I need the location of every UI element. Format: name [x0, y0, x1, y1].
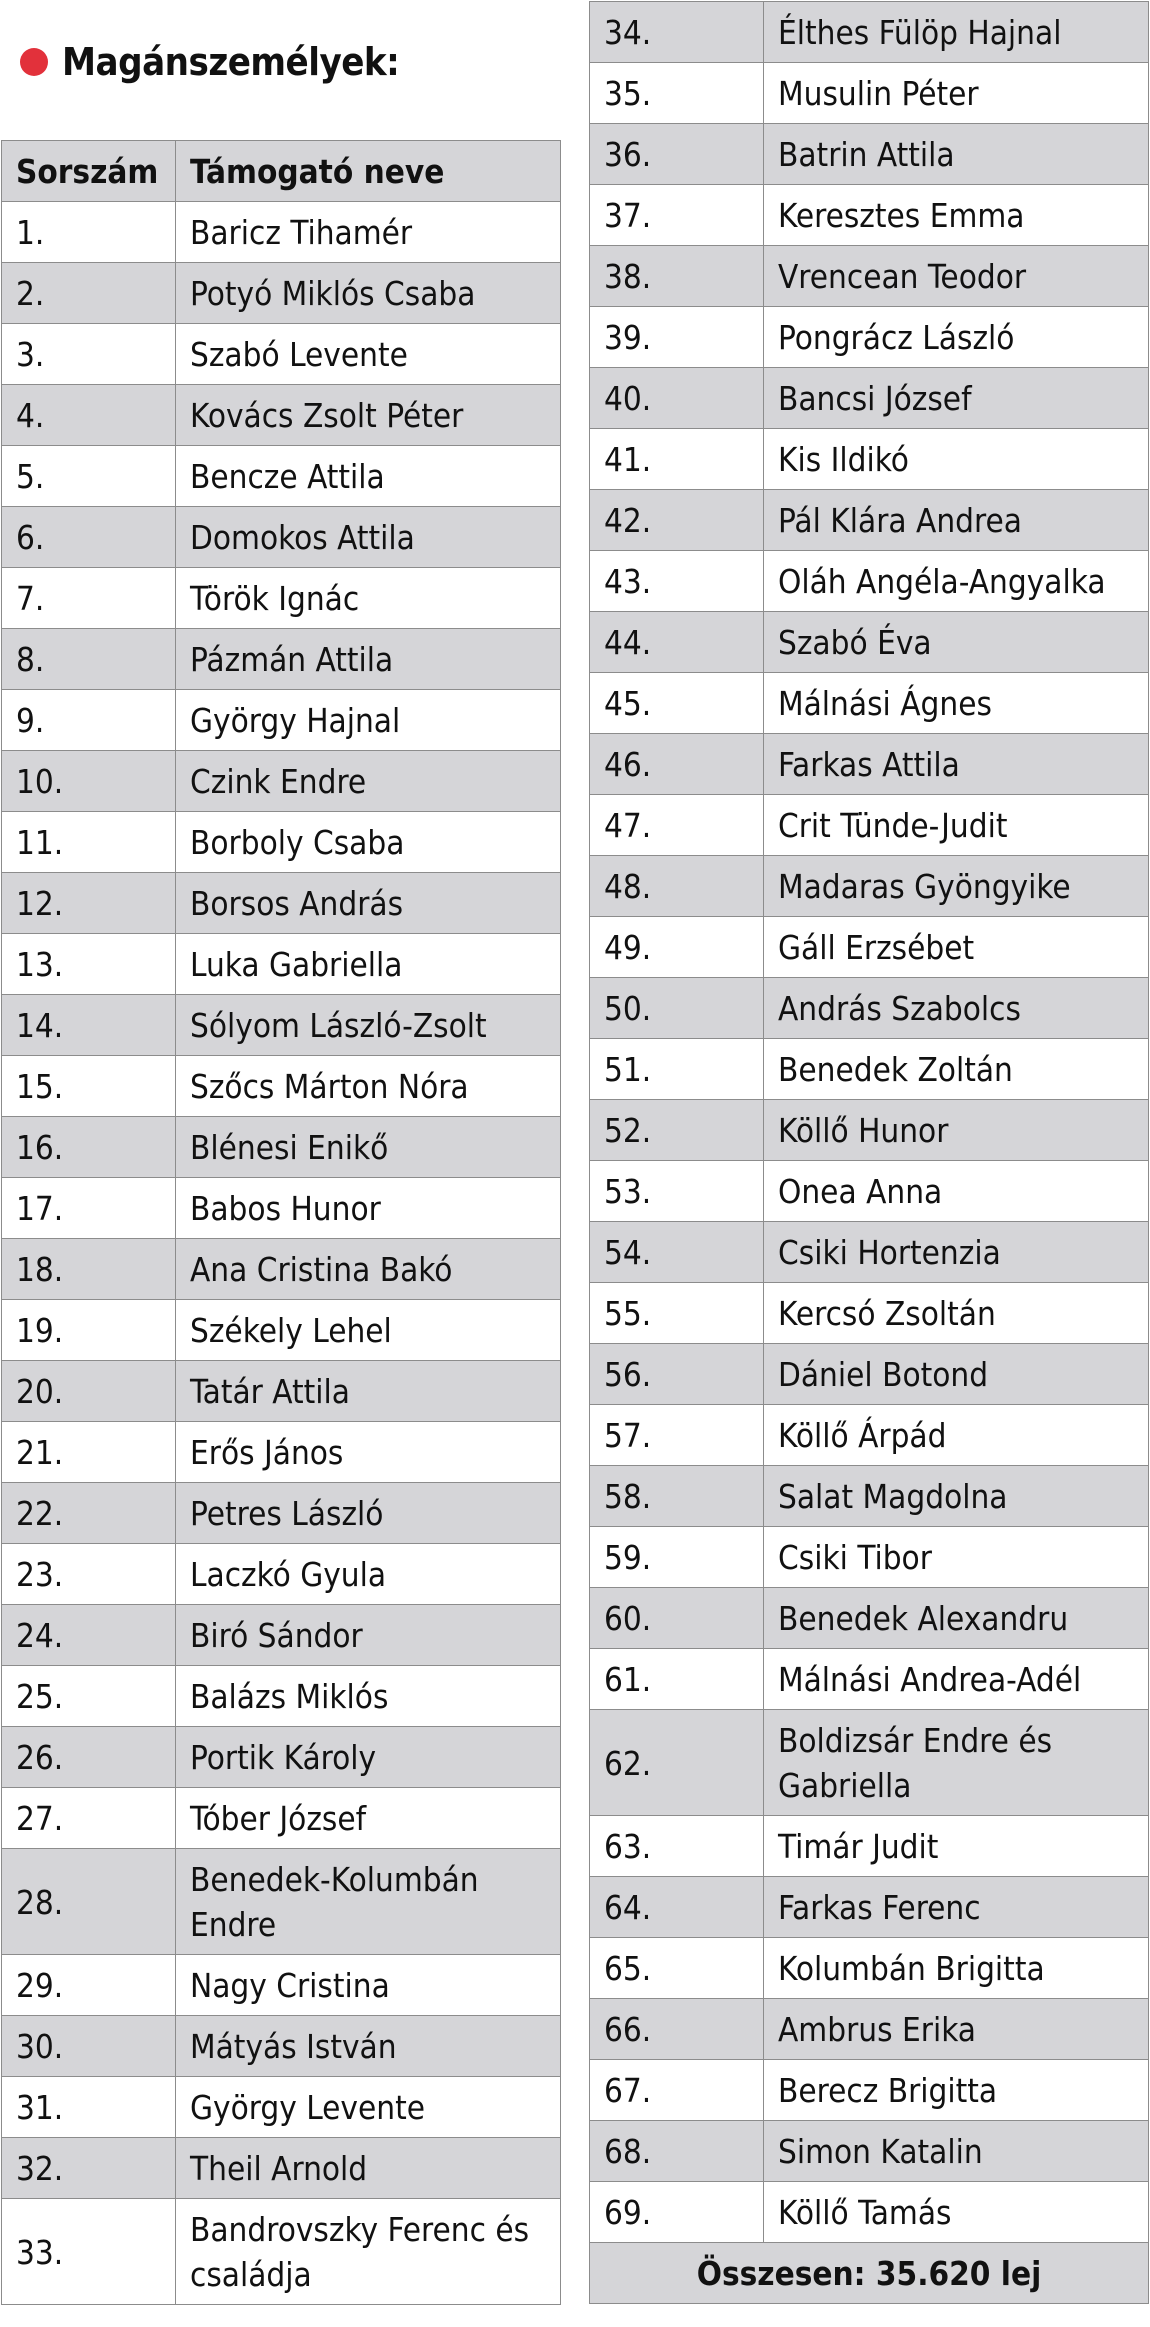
row-number: 31.	[2, 2077, 176, 2138]
supporter-name: Málnási Andrea-Adél	[764, 1649, 1149, 1710]
row-number: 36.	[590, 124, 764, 185]
supporter-name: Pál Klára Andrea	[764, 490, 1149, 551]
row-number: 49.	[590, 917, 764, 978]
row-number: 38.	[590, 246, 764, 307]
row-number: 14.	[2, 995, 176, 1056]
supporter-name: Portik Károly	[176, 1727, 561, 1788]
row-number: 15.	[2, 1056, 176, 1117]
table-row	[2, 934, 561, 995]
table-row	[590, 1100, 1149, 1161]
table-row	[590, 490, 1149, 551]
row-number: 19.	[2, 1300, 176, 1361]
table-row	[590, 368, 1149, 429]
table-row	[2, 1727, 561, 1788]
table-row	[590, 978, 1149, 1039]
row-number: 51.	[590, 1039, 764, 1100]
column-header-name: Támogató neve	[176, 141, 561, 202]
row-number: 13.	[2, 934, 176, 995]
table-row	[590, 1649, 1149, 1710]
supporter-name: Benedek Alexandru	[764, 1588, 1149, 1649]
supporter-name: András Szabolcs	[764, 978, 1149, 1039]
table-row	[2, 995, 561, 1056]
supporter-name: Szabó Levente	[176, 324, 561, 385]
row-number: 39.	[590, 307, 764, 368]
row-number: 29.	[2, 1955, 176, 2016]
supporter-name: Málnási Ágnes	[764, 673, 1149, 734]
supporter-name: Blénesi Enikő	[176, 1117, 561, 1178]
table-row	[2, 1483, 561, 1544]
supporter-name: Pázmán Attila	[176, 629, 561, 690]
table-row	[2, 1300, 561, 1361]
supporter-name: Csiki Tibor	[764, 1527, 1149, 1588]
total-row	[590, 2243, 1149, 2304]
column-header-number: Sorszám	[2, 141, 176, 202]
row-number: 32.	[2, 2138, 176, 2199]
row-number: 26.	[2, 1727, 176, 1788]
supporter-name: Theil Arnold	[176, 2138, 561, 2199]
table-row	[2, 751, 561, 812]
row-number: 60.	[590, 1588, 764, 1649]
supporter-name: Laczkó Gyula	[176, 1544, 561, 1605]
row-number: 69.	[590, 2182, 764, 2243]
supporter-name: Ana Cristina Bakó	[176, 1239, 561, 1300]
table-row	[2, 1544, 561, 1605]
supporter-name: Keresztes Emma	[764, 185, 1149, 246]
row-number: 3.	[2, 324, 176, 385]
supporter-name: Benedek Zoltán	[764, 1039, 1149, 1100]
table-row	[2, 1056, 561, 1117]
supporter-name: Domokos Attila	[176, 507, 561, 568]
row-number: 58.	[590, 1466, 764, 1527]
row-number: 25.	[2, 1666, 176, 1727]
table-row	[2, 2138, 561, 2199]
table-row	[590, 2182, 1149, 2243]
table-row	[590, 612, 1149, 673]
supporter-name: Pongrácz László	[764, 307, 1149, 368]
row-number: 16.	[2, 1117, 176, 1178]
supporter-name: Köllő Tamás	[764, 2182, 1149, 2243]
supporter-name: Borsos András	[176, 873, 561, 934]
supporter-name: Dániel Botond	[764, 1344, 1149, 1405]
table-row	[590, 1877, 1149, 1938]
table-row	[590, 429, 1149, 490]
table-row	[2, 1178, 561, 1239]
row-number: 5.	[2, 446, 176, 507]
supporter-name: Crit Tünde-Judit	[764, 795, 1149, 856]
supporters-table-left	[1, 140, 561, 2305]
table-row	[590, 1283, 1149, 1344]
row-number: 8.	[2, 629, 176, 690]
supporter-name: Mátyás István	[176, 2016, 561, 2077]
row-number: 17.	[2, 1178, 176, 1239]
row-number: 30.	[2, 2016, 176, 2077]
table-row	[590, 1039, 1149, 1100]
table-row	[2, 568, 561, 629]
table-row	[590, 185, 1149, 246]
table-row	[2, 629, 561, 690]
table-row	[2, 1361, 561, 1422]
row-number: 7.	[2, 568, 176, 629]
supporter-name: Babos Hunor	[176, 1178, 561, 1239]
row-number: 4.	[2, 385, 176, 446]
table-row	[2, 202, 561, 263]
table-row	[590, 2060, 1149, 2121]
row-number: 2.	[2, 263, 176, 324]
row-number: 6.	[2, 507, 176, 568]
table-row	[590, 2, 1149, 63]
supporter-name: Élthes Fülöp Hajnal	[764, 2, 1149, 63]
row-number: 54.	[590, 1222, 764, 1283]
row-number: 12.	[2, 873, 176, 934]
row-number: 66.	[590, 1999, 764, 2060]
row-number: 47.	[590, 795, 764, 856]
table-row	[590, 734, 1149, 795]
total-amount: Összesen: 35.620 lej	[590, 2243, 1149, 2304]
table-row	[590, 1588, 1149, 1649]
supporter-name: Török Ignác	[176, 568, 561, 629]
table-row	[2, 324, 561, 385]
table-row	[590, 917, 1149, 978]
supporter-name: Farkas Attila	[764, 734, 1149, 795]
row-number: 57.	[590, 1405, 764, 1466]
table-row	[2, 1422, 561, 1483]
row-number: 48.	[590, 856, 764, 917]
table-row	[590, 307, 1149, 368]
supporter-name: Kis Ildikó	[764, 429, 1149, 490]
supporter-name: Batrin Attila	[764, 124, 1149, 185]
table-row	[590, 795, 1149, 856]
row-number: 37.	[590, 185, 764, 246]
table-row	[590, 1999, 1149, 2060]
row-number: 68.	[590, 2121, 764, 2182]
table-row	[2, 1788, 561, 1849]
row-number: 34.	[590, 2, 764, 63]
supporter-name: Bencze Attila	[176, 446, 561, 507]
row-number: 40.	[590, 368, 764, 429]
row-number: 62.	[590, 1710, 764, 1816]
supporter-name: Benedek-Kolumbán Endre	[176, 1849, 561, 1955]
table-row	[590, 1816, 1149, 1877]
row-number: 43.	[590, 551, 764, 612]
supporter-name: Kovács Zsolt Péter	[176, 385, 561, 446]
row-number: 42.	[590, 490, 764, 551]
row-number: 21.	[2, 1422, 176, 1483]
row-number: 59.	[590, 1527, 764, 1588]
supporters-table-right	[589, 1, 1149, 2304]
supporter-name: Farkas Ferenc	[764, 1877, 1149, 1938]
section-title: Magánszemélyek:	[62, 40, 400, 84]
supporter-name: Kercsó Zsoltán	[764, 1283, 1149, 1344]
table-row	[590, 1222, 1149, 1283]
supporter-name: Musulin Péter	[764, 63, 1149, 124]
row-number: 11.	[2, 812, 176, 873]
supporter-name: Nagy Cristina	[176, 1955, 561, 2016]
row-number: 27.	[2, 1788, 176, 1849]
supporter-name: Tatár Attila	[176, 1361, 561, 1422]
table-row	[2, 812, 561, 873]
table-row	[2, 1239, 561, 1300]
supporter-name: Kolumbán Brigitta	[764, 1938, 1149, 1999]
row-number: 67.	[590, 2060, 764, 2121]
table-row	[2, 2016, 561, 2077]
row-number: 41.	[590, 429, 764, 490]
supporter-name: Csiki Hortenzia	[764, 1222, 1149, 1283]
table-row	[2, 507, 561, 568]
table-row	[2, 1849, 561, 1955]
row-number: 46.	[590, 734, 764, 795]
supporter-name: Czink Endre	[176, 751, 561, 812]
row-number: 50.	[590, 978, 764, 1039]
row-number: 45.	[590, 673, 764, 734]
table-row	[2, 385, 561, 446]
row-number: 23.	[2, 1544, 176, 1605]
supporter-name: Luka Gabriella	[176, 934, 561, 995]
row-number: 55.	[590, 1283, 764, 1344]
supporter-name: Salat Magdolna	[764, 1466, 1149, 1527]
supporter-name: Szőcs Márton Nóra	[176, 1056, 561, 1117]
row-number: 44.	[590, 612, 764, 673]
supporter-name: Boldizsár Endre és Gabriella	[764, 1710, 1149, 1816]
table-row	[2, 1605, 561, 1666]
row-number: 35.	[590, 63, 764, 124]
table-row	[590, 2121, 1149, 2182]
table-row	[2, 1666, 561, 1727]
supporter-name: Köllő Hunor	[764, 1100, 1149, 1161]
row-number: 1.	[2, 202, 176, 263]
supporter-name: Sólyom László-Zsolt	[176, 995, 561, 1056]
row-number: 33.	[2, 2199, 176, 2305]
table-row	[590, 1344, 1149, 1405]
supporter-name: Simon Katalin	[764, 2121, 1149, 2182]
table-row	[2, 2199, 561, 2305]
table-header-row	[2, 141, 561, 202]
supporter-name: Bandrovszky Ferenc és családja	[176, 2199, 561, 2305]
table-row	[590, 1938, 1149, 1999]
row-number: 22.	[2, 1483, 176, 1544]
supporter-name: Baricz Tihamér	[176, 202, 561, 263]
supporter-name: Gáll Erzsébet	[764, 917, 1149, 978]
supporter-name: Oláh Angéla-Angyalka	[764, 551, 1149, 612]
section-heading	[20, 42, 399, 82]
table-row	[590, 1405, 1149, 1466]
row-number: 52.	[590, 1100, 764, 1161]
table-row	[590, 856, 1149, 917]
supporter-name: Erős János	[176, 1422, 561, 1483]
supporter-name: Madaras Gyöngyike	[764, 856, 1149, 917]
table-row	[590, 124, 1149, 185]
table-row	[590, 551, 1149, 612]
table-row	[2, 1955, 561, 2016]
row-number: 61.	[590, 1649, 764, 1710]
row-number: 9.	[2, 690, 176, 751]
row-number: 56.	[590, 1344, 764, 1405]
table-row	[2, 690, 561, 751]
table-row	[590, 246, 1149, 307]
row-number: 24.	[2, 1605, 176, 1666]
table-row	[2, 446, 561, 507]
supporter-name: György Levente	[176, 2077, 561, 2138]
supporter-name: Vrencean Teodor	[764, 246, 1149, 307]
row-number: 20.	[2, 1361, 176, 1422]
supporter-name: Biró Sándor	[176, 1605, 561, 1666]
row-number: 64.	[590, 1877, 764, 1938]
table-row	[2, 263, 561, 324]
supporter-name: Berecz Brigitta	[764, 2060, 1149, 2121]
row-number: 18.	[2, 1239, 176, 1300]
table-row	[2, 2077, 561, 2138]
table-row	[590, 1466, 1149, 1527]
supporter-name: Székely Lehel	[176, 1300, 561, 1361]
table-row	[590, 673, 1149, 734]
supporter-name: Onea Anna	[764, 1161, 1149, 1222]
table-row	[590, 1527, 1149, 1588]
supporter-name: Ambrus Erika	[764, 1999, 1149, 2060]
table-row	[2, 1117, 561, 1178]
supporter-name: György Hajnal	[176, 690, 561, 751]
row-number: 10.	[2, 751, 176, 812]
supporter-name: Balázs Miklós	[176, 1666, 561, 1727]
supporter-name: Potyó Miklós Csaba	[176, 263, 561, 324]
supporter-name: Tóber József	[176, 1788, 561, 1849]
supporter-name: Köllő Árpád	[764, 1405, 1149, 1466]
table-row	[590, 1161, 1149, 1222]
table-row	[590, 1710, 1149, 1816]
table-row	[590, 63, 1149, 124]
supporter-name: Borboly Csaba	[176, 812, 561, 873]
supporter-name: Szabó Éva	[764, 612, 1149, 673]
red-bullet-icon	[20, 48, 48, 76]
supporter-name: Petres László	[176, 1483, 561, 1544]
supporter-name: Timár Judit	[764, 1816, 1149, 1877]
supporter-name: Bancsi József	[764, 368, 1149, 429]
row-number: 53.	[590, 1161, 764, 1222]
table-row	[2, 873, 561, 934]
row-number: 28.	[2, 1849, 176, 1955]
row-number: 63.	[590, 1816, 764, 1877]
row-number: 65.	[590, 1938, 764, 1999]
